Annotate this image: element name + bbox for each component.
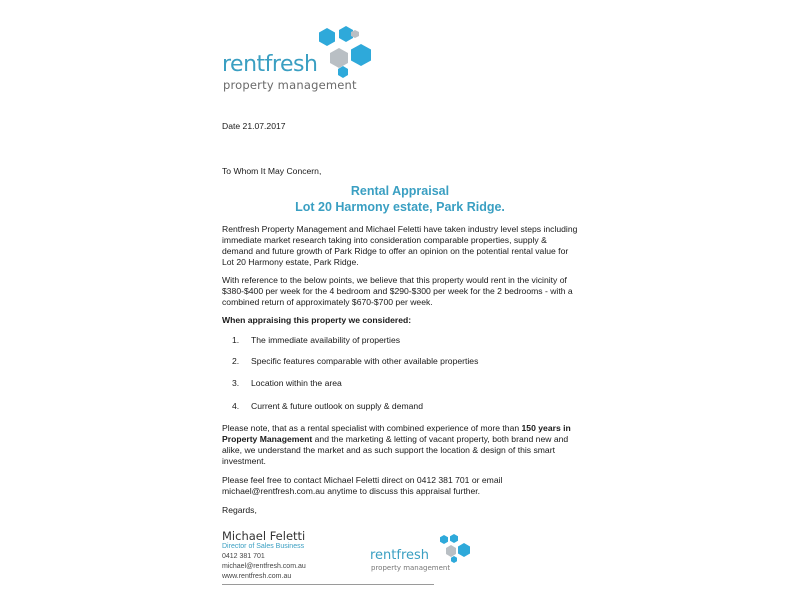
paragraph-experience xyxy=(222,423,580,467)
paragraph-intro: Rentfresh Property Management and Michael Feletti have taken industry level steps including immediate market research taking into consideration comparable properties, supply & demand and future growth of Park Ridge to offer an opinion on the potential rental value for Lot 20 Harmony estate, Park Ridge. xyxy=(222,224,578,267)
experience-text-before: Please note, that as a rental specialist with combined experience of more than xyxy=(222,423,522,433)
paragraph-contact: Please feel free to contact Michael Feletti direct on 0412 381 701 or email michael@rentfresh.com.au anytime to discuss this appraisal further. xyxy=(222,475,503,496)
hexagon-cluster-icon xyxy=(315,26,387,82)
experience-text-bold: 150 years in Property Management xyxy=(222,423,571,444)
list-item-text: Current & future outlook on supply & demand xyxy=(251,401,423,411)
logo-wordmark: rentfresh xyxy=(222,52,318,77)
signature-logo xyxy=(370,534,490,580)
signature-logo-wordmark: rentfresh xyxy=(370,548,430,563)
list-item-number: 2. xyxy=(232,356,240,366)
paragraph-rent-estimate: With reference to the below points, we believe that this property would rent in the vicinity of $380-$400 per week for the 4 bedroom and $290-$300 per week for the 2 bedrooms - with a combined return of approximately $670-$700 per week. xyxy=(222,275,573,307)
letter-date: Date 21.07.2017 xyxy=(222,121,286,131)
signature-website[interactable]: www.rentfresh.com.au xyxy=(222,573,292,580)
list-item-number: 1. xyxy=(232,335,240,345)
list-item-text: Specific features comparable with other available properties xyxy=(251,356,479,366)
letter-heading xyxy=(222,183,578,215)
list-item-number: 4. xyxy=(232,401,240,411)
hexagon-cluster-icon xyxy=(438,534,484,564)
regards: Regards, xyxy=(222,505,257,515)
experience-text-after: and the marketing & letting of vacant property, both brand new and alike, we understand the market and as such support the location & design of this smart investment. xyxy=(222,433,569,466)
signature-phone: 0412 381 701 xyxy=(222,553,265,560)
signature-email[interactable]: michael@rentfresh.com.au xyxy=(222,563,306,570)
list-item-text: Location within the area xyxy=(251,378,342,388)
signature-logo-tagline: property management xyxy=(371,564,451,572)
footer-divider xyxy=(222,584,434,585)
salutation: To Whom It May Concern, xyxy=(222,166,322,176)
list-item-text: The immediate availability of properties xyxy=(251,335,401,345)
signature-name: Michael Feletti xyxy=(222,529,306,543)
heading-line-2: Lot 20 Harmony estate, Park Ridge. xyxy=(295,200,505,214)
considerations-title: When appraising this property we considered: xyxy=(222,315,412,325)
rentfresh-logo xyxy=(222,26,392,98)
signature-role: Director of Sales Business xyxy=(222,543,305,550)
list-item-number: 3. xyxy=(232,378,240,388)
logo-tagline: property management xyxy=(223,78,357,92)
heading-line-1: Rental Appraisal xyxy=(350,184,450,198)
